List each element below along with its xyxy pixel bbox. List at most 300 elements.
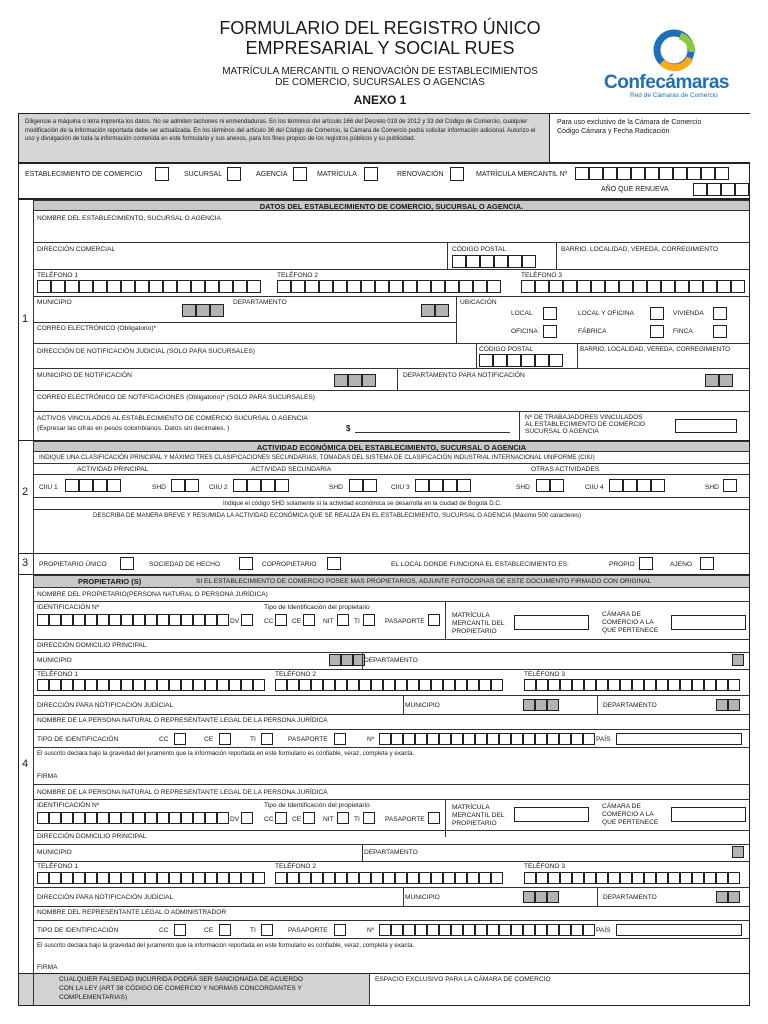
input-cell[interactable] (717, 280, 731, 293)
input-cell[interactable] (419, 872, 431, 884)
municipio-a-cells[interactable] (329, 654, 365, 666)
input-cell[interactable] (371, 872, 383, 884)
input-cell[interactable] (359, 872, 371, 884)
input-cell[interactable] (85, 614, 97, 626)
dv-b-cell[interactable] (241, 812, 253, 824)
input-cell[interactable] (656, 872, 668, 884)
ciiu1-cells[interactable] (65, 479, 121, 492)
input-cell[interactable] (415, 733, 427, 745)
input-cell[interactable] (571, 924, 583, 936)
input-cell[interactable] (37, 280, 51, 293)
input-cell[interactable] (277, 280, 291, 293)
tel3-a-cells[interactable] (524, 679, 740, 691)
input-cell[interactable] (291, 280, 305, 293)
input-cell[interactable] (169, 679, 181, 691)
input-cell[interactable] (661, 280, 675, 293)
codigo-postal2-cells[interactable] (479, 354, 563, 367)
input-cell[interactable] (651, 479, 665, 492)
input-cell[interactable] (49, 679, 61, 691)
departamento-a-cells[interactable] (732, 654, 744, 666)
input-cell[interactable] (149, 280, 163, 293)
input-cell[interactable] (584, 679, 596, 691)
ce-b-checkbox[interactable] (303, 812, 315, 824)
input-cell[interactable] (145, 872, 157, 884)
input-cell[interactable] (210, 304, 224, 317)
input-cell[interactable] (692, 679, 704, 691)
input-cell[interactable] (335, 872, 347, 884)
input-cell[interactable] (479, 679, 491, 691)
input-cell[interactable] (716, 679, 728, 691)
input-cell[interactable] (311, 872, 323, 884)
input-cell[interactable] (623, 479, 637, 492)
municipio-notif-b-cells[interactable] (523, 891, 559, 903)
input-cell[interactable] (673, 167, 687, 180)
tel3-cells[interactable] (521, 280, 745, 293)
input-cell[interactable] (659, 167, 673, 180)
input-cell[interactable] (395, 679, 407, 691)
input-cell[interactable] (37, 679, 49, 691)
input-cell[interactable] (133, 614, 145, 626)
ce-b2-checkbox[interactable] (219, 924, 231, 936)
input-cell[interactable] (431, 679, 443, 691)
input-cell[interactable] (181, 679, 193, 691)
input-cell[interactable] (419, 679, 431, 691)
input-cell[interactable] (439, 733, 451, 745)
input-cell[interactable] (668, 679, 680, 691)
input-cell[interactable] (427, 733, 439, 745)
input-cell[interactable] (535, 354, 549, 367)
ajeno-checkbox[interactable] (700, 557, 714, 570)
input-cell[interactable] (524, 872, 536, 884)
input-cell[interactable] (645, 167, 659, 180)
input-cell[interactable] (632, 872, 644, 884)
input-cell[interactable] (715, 167, 729, 180)
opt-establecimiento-checkbox[interactable] (155, 167, 169, 181)
input-cell[interactable] (494, 255, 508, 268)
input-cell[interactable] (536, 872, 548, 884)
input-cell[interactable] (536, 479, 550, 492)
input-cell[interactable] (608, 679, 620, 691)
input-cell[interactable] (121, 679, 133, 691)
input-cell[interactable] (347, 872, 359, 884)
input-cell[interactable] (572, 872, 584, 884)
input-cell[interactable] (97, 872, 109, 884)
input-cell[interactable] (97, 679, 109, 691)
input-cell[interactable] (61, 872, 73, 884)
input-cell[interactable] (457, 479, 471, 492)
input-cell[interactable] (507, 354, 521, 367)
input-cell[interactable] (549, 280, 563, 293)
departamento-code-cells[interactable] (421, 304, 449, 317)
input-cell[interactable] (109, 614, 121, 626)
cc-b2-checkbox[interactable] (174, 924, 186, 936)
input-cell[interactable] (403, 280, 417, 293)
input-cell[interactable] (632, 679, 644, 691)
input-cell[interactable] (620, 872, 632, 884)
input-cell[interactable] (85, 812, 97, 824)
input-cell[interactable] (583, 924, 595, 936)
camara-field[interactable] (671, 615, 746, 630)
input-cell[interactable] (463, 733, 475, 745)
input-cell[interactable] (407, 872, 419, 884)
input-cell[interactable] (721, 183, 735, 196)
input-cell[interactable] (487, 924, 499, 936)
input-cell[interactable] (523, 733, 535, 745)
input-cell[interactable] (704, 872, 716, 884)
input-cell[interactable] (431, 872, 443, 884)
tel3-b-cells[interactable] (524, 872, 740, 884)
input-cell[interactable] (247, 479, 261, 492)
input-cell[interactable] (550, 479, 564, 492)
input-cell[interactable] (415, 924, 427, 936)
input-cell[interactable] (305, 280, 319, 293)
input-cell[interactable] (61, 679, 73, 691)
input-cell[interactable] (133, 812, 145, 824)
matricula-prop-b-field[interactable] (514, 807, 589, 822)
input-cell[interactable] (335, 679, 347, 691)
input-cell[interactable] (523, 699, 535, 711)
input-cell[interactable] (275, 679, 287, 691)
input-cell[interactable] (439, 924, 451, 936)
ce-checkbox[interactable] (303, 614, 315, 626)
shd2-cells[interactable] (349, 479, 377, 492)
input-cell[interactable] (196, 304, 210, 317)
ciiu2-cells[interactable] (233, 479, 289, 492)
codigo-postal-cells[interactable] (452, 255, 536, 268)
input-cell[interactable] (49, 614, 61, 626)
input-cell[interactable] (311, 679, 323, 691)
ti-checkbox[interactable] (363, 614, 375, 626)
input-cell[interactable] (49, 872, 61, 884)
input-cell[interactable] (728, 872, 740, 884)
input-cell[interactable] (675, 280, 689, 293)
input-cell[interactable] (524, 679, 536, 691)
input-cell[interactable] (97, 812, 109, 824)
departamento-notif-b-cells[interactable] (716, 891, 740, 903)
input-cell[interactable] (732, 846, 744, 858)
cc-checkbox[interactable] (275, 614, 287, 626)
input-cell[interactable] (191, 280, 205, 293)
tel1-b-cells[interactable] (37, 872, 265, 884)
input-cell[interactable] (429, 479, 443, 492)
input-cell[interactable] (728, 891, 740, 903)
input-cell[interactable] (229, 679, 241, 691)
input-cell[interactable] (403, 924, 415, 936)
input-cell[interactable] (560, 872, 572, 884)
input-cell[interactable] (535, 280, 549, 293)
input-cell[interactable] (93, 479, 107, 492)
input-cell[interactable] (217, 614, 229, 626)
propio-checkbox[interactable] (639, 557, 653, 570)
input-cell[interactable] (716, 872, 728, 884)
input-cell[interactable] (79, 479, 93, 492)
pasaporte-checkbox[interactable] (428, 614, 440, 626)
input-cell[interactable] (193, 872, 205, 884)
input-cell[interactable] (109, 812, 121, 824)
input-cell[interactable] (475, 733, 487, 745)
input-cell[interactable] (548, 872, 560, 884)
input-cell[interactable] (121, 872, 133, 884)
input-cell[interactable] (323, 679, 335, 691)
nit-b-checkbox[interactable] (337, 812, 349, 824)
input-cell[interactable] (217, 872, 229, 884)
input-cell[interactable] (511, 924, 523, 936)
cc-b-checkbox[interactable] (275, 812, 287, 824)
tel2-b-cells[interactable] (275, 872, 503, 884)
input-cell[interactable] (181, 812, 193, 824)
input-cell[interactable] (479, 354, 493, 367)
input-cell[interactable] (603, 167, 617, 180)
camara-b-field[interactable] (671, 807, 746, 822)
input-cell[interactable] (205, 614, 217, 626)
input-cell[interactable] (728, 699, 740, 711)
ti-b2-checkbox[interactable] (261, 924, 273, 936)
input-cell[interactable] (431, 280, 445, 293)
identificacion-cells[interactable] (37, 614, 229, 626)
input-cell[interactable] (37, 812, 49, 824)
input-cell[interactable] (403, 733, 415, 745)
input-cell[interactable] (703, 280, 717, 293)
input-cell[interactable] (575, 167, 589, 180)
departamento-notif-a-cells[interactable] (716, 699, 740, 711)
input-cell[interactable] (443, 679, 455, 691)
input-cell[interactable] (716, 891, 728, 903)
input-cell[interactable] (549, 354, 563, 367)
input-cell[interactable] (455, 872, 467, 884)
ciiu4-cells[interactable] (609, 479, 665, 492)
input-cell[interactable] (491, 679, 503, 691)
input-cell[interactable] (333, 280, 347, 293)
input-cell[interactable] (347, 679, 359, 691)
input-cell[interactable] (480, 255, 494, 268)
input-cell[interactable] (193, 679, 205, 691)
input-cell[interactable] (633, 280, 647, 293)
copropietario-checkbox[interactable] (327, 557, 341, 570)
input-cell[interactable] (109, 679, 121, 691)
pasaporte-a-checkbox[interactable] (334, 733, 346, 745)
input-cell[interactable] (389, 280, 403, 293)
input-cell[interactable] (415, 479, 429, 492)
dv-cell[interactable] (241, 614, 253, 626)
input-cell[interactable] (51, 280, 65, 293)
input-cell[interactable] (547, 733, 559, 745)
input-cell[interactable] (523, 924, 535, 936)
input-cell[interactable] (475, 924, 487, 936)
input-cell[interactable] (647, 280, 661, 293)
input-cell[interactable] (435, 304, 449, 317)
input-cell[interactable] (121, 812, 133, 824)
activos-field[interactable] (355, 432, 510, 433)
input-cell[interactable] (417, 280, 431, 293)
input-cell[interactable] (169, 812, 181, 824)
input-cell[interactable] (205, 872, 217, 884)
input-cell[interactable] (157, 812, 169, 824)
input-cell[interactable] (287, 679, 299, 691)
input-cell[interactable] (97, 614, 109, 626)
dep-notif-cells[interactable] (705, 374, 733, 387)
input-cell[interactable] (347, 280, 361, 293)
matricula-prop-field[interactable] (514, 615, 589, 630)
propietario-unico-checkbox[interactable] (120, 557, 134, 570)
n-a-cells[interactable] (379, 733, 595, 745)
input-cell[interactable] (363, 479, 377, 492)
input-cell[interactable] (728, 679, 740, 691)
opt-agencia-checkbox[interactable] (293, 167, 307, 181)
pais-a-field[interactable] (616, 733, 742, 745)
input-cell[interactable] (217, 679, 229, 691)
input-cell[interactable] (233, 280, 247, 293)
input-cell[interactable] (572, 679, 584, 691)
input-cell[interactable] (719, 374, 733, 387)
input-cell[interactable] (323, 872, 335, 884)
input-cell[interactable] (608, 872, 620, 884)
input-cell[interactable] (619, 280, 633, 293)
input-cell[interactable] (229, 872, 241, 884)
input-cell[interactable] (701, 167, 715, 180)
input-cell[interactable] (73, 614, 85, 626)
input-cell[interactable] (253, 872, 265, 884)
fabrica-checkbox[interactable] (650, 325, 664, 338)
input-cell[interactable] (157, 679, 169, 691)
input-cell[interactable] (680, 872, 692, 884)
input-cell[interactable] (487, 280, 501, 293)
input-cell[interactable] (560, 679, 572, 691)
input-cell[interactable] (547, 699, 559, 711)
input-cell[interactable] (668, 872, 680, 884)
input-cell[interactable] (689, 280, 703, 293)
tel2-cells[interactable] (277, 280, 501, 293)
input-cell[interactable] (644, 679, 656, 691)
input-cell[interactable] (521, 354, 535, 367)
input-cell[interactable] (157, 872, 169, 884)
matricula-mercantil-cells[interactable] (575, 167, 729, 180)
input-cell[interactable] (334, 374, 348, 387)
input-cell[interactable] (65, 280, 79, 293)
input-cell[interactable] (79, 280, 93, 293)
input-cell[interactable] (563, 280, 577, 293)
input-cell[interactable] (421, 304, 435, 317)
input-cell[interactable] (379, 733, 391, 745)
input-cell[interactable] (73, 812, 85, 824)
shd4-cells[interactable] (723, 479, 737, 492)
input-cell[interactable] (275, 479, 289, 492)
anio-renueva-cells[interactable] (693, 183, 749, 196)
input-cell[interactable] (577, 280, 591, 293)
input-cell[interactable] (169, 872, 181, 884)
input-cell[interactable] (521, 280, 535, 293)
input-cell[interactable] (455, 679, 467, 691)
input-cell[interactable] (247, 280, 261, 293)
input-cell[interactable] (511, 733, 523, 745)
input-cell[interactable] (217, 812, 229, 824)
describa-field[interactable] (34, 521, 749, 553)
input-cell[interactable] (233, 479, 247, 492)
municipio-notif-a-cells[interactable] (523, 699, 559, 711)
input-cell[interactable] (584, 872, 596, 884)
tel2-a-cells[interactable] (275, 679, 503, 691)
input-cell[interactable] (253, 679, 265, 691)
input-cell[interactable] (407, 679, 419, 691)
input-cell[interactable] (493, 354, 507, 367)
input-cell[interactable] (107, 479, 121, 492)
input-cell[interactable] (182, 304, 196, 317)
input-cell[interactable] (73, 872, 85, 884)
input-cell[interactable] (205, 812, 217, 824)
input-cell[interactable] (692, 872, 704, 884)
input-cell[interactable] (451, 733, 463, 745)
input-cell[interactable] (349, 479, 363, 492)
municipio-code-cells[interactable] (182, 304, 224, 317)
input-cell[interactable] (680, 679, 692, 691)
tel1-cells[interactable] (37, 280, 261, 293)
input-cell[interactable] (181, 872, 193, 884)
input-cell[interactable] (205, 280, 219, 293)
input-cell[interactable] (133, 872, 145, 884)
input-cell[interactable] (121, 614, 133, 626)
input-cell[interactable] (535, 733, 547, 745)
shd1-cells[interactable] (171, 479, 199, 492)
opt-matricula-checkbox[interactable] (364, 167, 378, 181)
input-cell[interactable] (37, 872, 49, 884)
input-cell[interactable] (93, 280, 107, 293)
input-cell[interactable] (467, 872, 479, 884)
local-oficina-checkbox[interactable] (650, 307, 664, 320)
input-cell[interactable] (535, 891, 547, 903)
input-cell[interactable] (37, 614, 49, 626)
input-cell[interactable] (241, 679, 253, 691)
input-cell[interactable] (707, 183, 721, 196)
input-cell[interactable] (452, 255, 466, 268)
input-cell[interactable] (193, 812, 205, 824)
input-cell[interactable] (548, 679, 560, 691)
input-cell[interactable] (193, 614, 205, 626)
input-cell[interactable] (319, 280, 333, 293)
input-cell[interactable] (241, 872, 253, 884)
input-cell[interactable] (359, 679, 371, 691)
input-cell[interactable] (523, 891, 535, 903)
input-cell[interactable] (583, 733, 595, 745)
input-cell[interactable] (637, 479, 651, 492)
input-cell[interactable] (185, 479, 199, 492)
identificacion-b-cells[interactable] (37, 812, 229, 824)
input-cell[interactable] (716, 699, 728, 711)
input-cell[interactable] (205, 679, 217, 691)
input-cell[interactable] (704, 679, 716, 691)
input-cell[interactable] (631, 167, 645, 180)
input-cell[interactable] (491, 872, 503, 884)
oficina-checkbox[interactable] (543, 325, 557, 338)
input-cell[interactable] (705, 374, 719, 387)
input-cell[interactable] (219, 280, 233, 293)
input-cell[interactable] (656, 679, 668, 691)
input-cell[interactable] (644, 872, 656, 884)
finca-checkbox[interactable] (713, 325, 727, 338)
input-cell[interactable] (329, 654, 341, 666)
input-cell[interactable] (522, 255, 536, 268)
input-cell[interactable] (693, 183, 707, 196)
input-cell[interactable] (589, 167, 603, 180)
input-cell[interactable] (109, 872, 121, 884)
input-cell[interactable] (473, 280, 487, 293)
input-cell[interactable] (383, 872, 395, 884)
input-cell[interactable] (559, 733, 571, 745)
ciiu3-cells[interactable] (415, 479, 471, 492)
departamento-b-cells[interactable] (732, 846, 744, 858)
input-cell[interactable] (85, 679, 97, 691)
nit-checkbox[interactable] (337, 614, 349, 626)
tel1-a-cells[interactable] (37, 679, 265, 691)
input-cell[interactable] (427, 924, 439, 936)
